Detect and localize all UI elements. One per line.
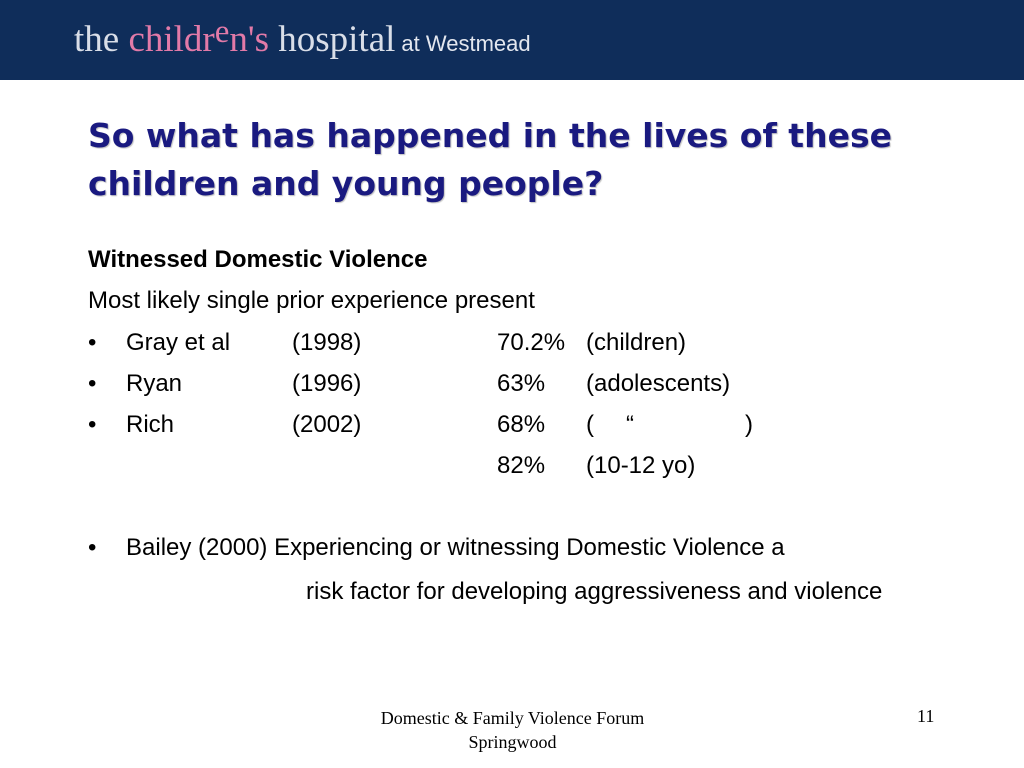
hospital-logo xyxy=(74,14,531,66)
list-item-gray xyxy=(0,329,1024,361)
section-heading: Witnessed Domestic Violence xyxy=(88,246,428,273)
header-banner xyxy=(0,0,1024,80)
logo-at-westmead: at Westmead xyxy=(401,31,531,56)
ditto-mark: “ xyxy=(626,411,634,438)
logo-ns: n's xyxy=(229,19,269,60)
bullet: • xyxy=(88,329,97,356)
logo-childr: childr xyxy=(128,19,215,60)
slide-title: So what has happened in the lives of these children and young people? xyxy=(88,116,892,203)
list-item-rich-sub xyxy=(0,452,1024,484)
logo-the: the xyxy=(74,19,129,60)
section-subheading: Most likely single prior experience present xyxy=(88,287,535,314)
study-name: Gray et al xyxy=(126,329,231,356)
footer-text xyxy=(340,706,685,754)
study-population-open: ( xyxy=(586,411,594,438)
bailey-line: Bailey (2000) Experiencing or witnessing Domestic Violence a xyxy=(126,534,785,561)
page-number: 11 xyxy=(917,706,935,726)
study-name: Ryan xyxy=(126,370,183,397)
list-item-ryan xyxy=(0,370,1024,402)
study-name: Rich xyxy=(126,411,175,438)
footer-line-1: Domestic & Family Violence Forum xyxy=(380,708,645,728)
bullet: • xyxy=(88,411,97,438)
study-year: (1998) xyxy=(292,329,362,356)
study-population: (10-12 yo) xyxy=(586,452,696,479)
bullet: • xyxy=(88,370,97,397)
study-population: (adolescents) xyxy=(586,370,731,397)
study-percent: 82% xyxy=(497,452,546,479)
logo-e: e xyxy=(214,14,230,50)
study-year: (2002) xyxy=(292,411,362,438)
logo-hospital: hospital xyxy=(269,19,396,60)
study-percent: 63% xyxy=(497,370,546,397)
study-population: (children) xyxy=(586,329,687,356)
bailey-continuation: risk factor for developing aggressiveness and violence xyxy=(306,578,883,605)
study-percent: 70.2% xyxy=(497,329,566,356)
study-population-close: ) xyxy=(745,411,753,438)
list-item-rich xyxy=(0,411,1024,443)
bullet: • xyxy=(88,534,97,561)
footer-line-2: Springwood xyxy=(468,732,557,752)
study-year: (1996) xyxy=(292,370,362,397)
study-percent: 68% xyxy=(497,411,546,438)
